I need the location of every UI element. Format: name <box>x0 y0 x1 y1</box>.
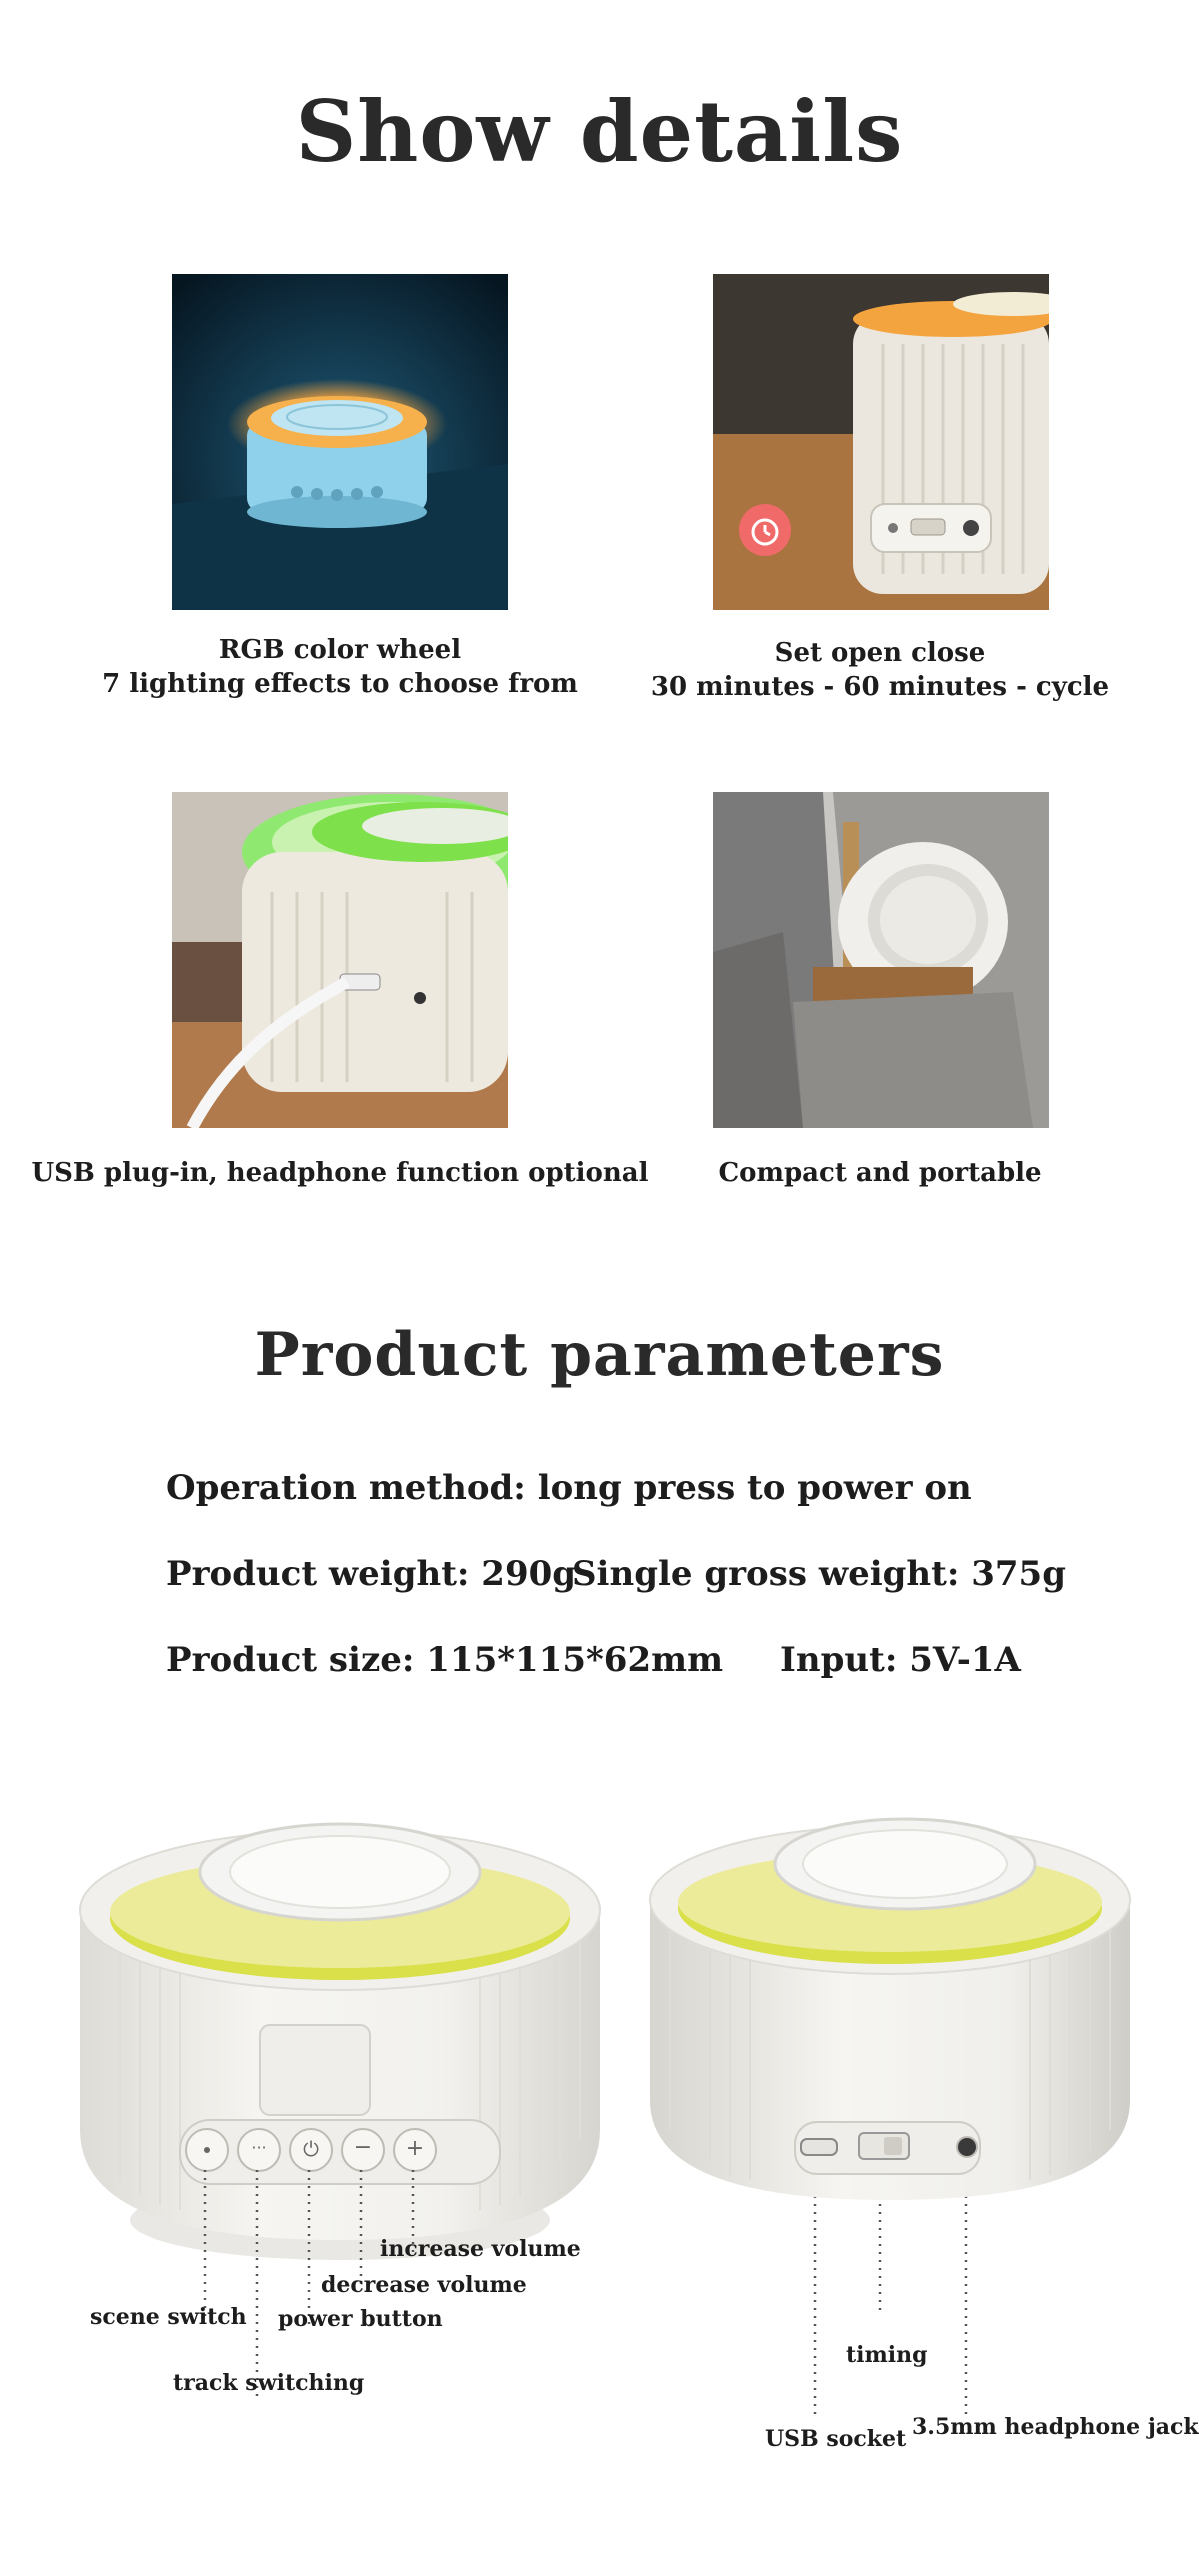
caption-rgb-line2: 7 lighting effects to choose from <box>102 669 578 699</box>
param-gross-weight: Single gross weight: 375g <box>572 1554 1066 1594</box>
caption-usb: USB plug-in, headphone function optional <box>31 1158 649 1188</box>
power-icon: ⏻ <box>303 2137 319 2161</box>
label-track-switching: track switching <box>173 2370 365 2396</box>
param-operation: Operation method: long press to power on <box>166 1468 972 1508</box>
caption-compact: Compact and portable <box>718 1158 1042 1188</box>
caption-rgb-line1: RGB color wheel <box>218 635 462 665</box>
usb-socket-port <box>800 2138 838 2156</box>
label-headphone-jack: 3.5mm headphone jack <box>912 2414 1199 2440</box>
section-title-show-details: Show details <box>295 82 904 181</box>
caption-timer-line1: Set open close <box>774 638 986 668</box>
label-decrease-volume: decrease volume <box>321 2272 527 2298</box>
label-power-button: power button <box>278 2306 443 2332</box>
timing-switch[interactable] <box>858 2132 910 2160</box>
section-title-product-parameters: Product parameters <box>254 1320 945 1390</box>
param-input: Input: 5V-1A <box>780 1640 1021 1680</box>
more-icon: ··· <box>251 2138 267 2157</box>
param-weight: Product weight: 290g <box>166 1554 577 1594</box>
plus-icon: + <box>405 2136 425 2161</box>
label-usb-socket: USB socket <box>765 2426 907 2452</box>
minus-icon: − <box>353 2135 373 2160</box>
headphone-jack-port <box>956 2136 978 2158</box>
label-increase-volume: increase volume <box>380 2236 581 2262</box>
label-scene-switch: scene switch <box>90 2304 247 2330</box>
param-size: Product size: 115*115*62mm <box>166 1640 724 1680</box>
label-timing: timing <box>846 2342 928 2368</box>
caption-timer-line2: 30 minutes - 60 minutes - cycle <box>650 672 1110 702</box>
